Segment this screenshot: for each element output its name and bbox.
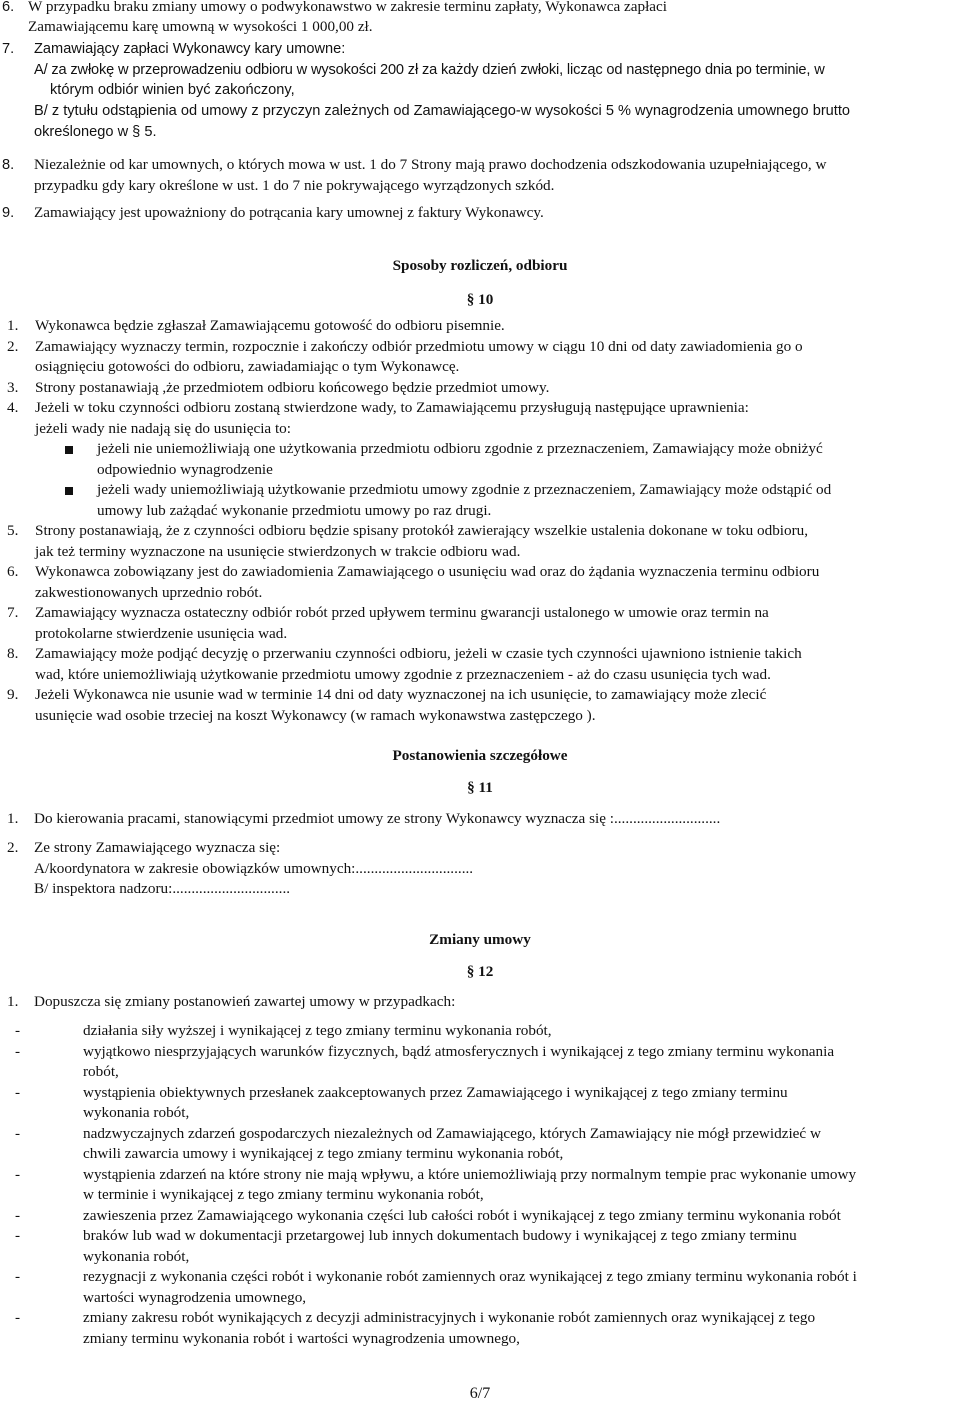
s12-item-line: wystąpienia obiektywnych przesłanek zaakceptowanych przez Zamawiającego i wynikającej z tego zmiany terminu: [83, 1083, 788, 1101]
section-10-number: § 10: [466, 291, 494, 308]
s10-clause-7-line: protokolarne stwierdzenie usunięcia wad.: [35, 624, 288, 642]
s10-clause-5-line: Strony postanawiają, że z czynności odbioru będzie spisany protokół zawierający wszelkie ustalenia dokonane w toku odbioru,: [35, 522, 809, 539]
s10-clause-6-number: 6.: [7, 563, 19, 580]
clause-6: [0, 0, 960, 37]
s10-clause-6-line: zakwestionowanych uprzednio robót.: [35, 583, 263, 601]
s10-clause-7-line: Zamawiający wyznacza ostateczny odbiór robót przed upływem terminu gwarancji ustalonego w umowie oraz termin na: [35, 604, 769, 621]
s12-dash-marker: -: [15, 1124, 21, 1142]
s10-clause-8-line: Zamawiający może podjąć decyzję o przerwaniu czynności odbioru, jeżeli w czasie tych czynności ujawniono istnienie takich: [35, 645, 802, 662]
section-12-heading: Zmiany umowy: [429, 931, 531, 948]
clause-7-line-4: B/ z tytułu odstąpienia od umowy z przyczyn zależnych od Zamawiającego-w wysokości 5 % wynagrodzenia umownego brutto: [34, 103, 851, 119]
clause-9-number: 9.: [2, 205, 15, 221]
clause-8-number: 8.: [2, 157, 15, 173]
s12-clause-1-text: Dopuszcza się zmiany postanowień zawartej umowy w przypadkach:: [34, 993, 456, 1010]
clause-9-line-1: Zamawiający jest upoważniony do potrącania kary umownej z faktury Wykonawcy.: [34, 204, 544, 221]
s12-dash-marker: -: [15, 1042, 21, 1060]
s10-clause-4-number: 4.: [7, 399, 19, 416]
clause-7-line-3: którym odbiór winien być zakończony,: [50, 82, 295, 98]
s12-item-line: chwili zawarcia umowy i wynikającej z tego zmiany terminu wykonania robót,: [83, 1145, 564, 1162]
s12-dash-marker: -: [15, 1206, 21, 1224]
s10-clause-2-line: Zamawiający wyznaczy termin, rozpocznie i zakończy odbiór przedmiotu umowy w ciągu 10 dni od daty zawiadomienia go o: [35, 337, 803, 355]
s12-item-line: robót,: [83, 1063, 119, 1080]
s12-item-line: braków lub wad w dokumentacji przetargowej lub innych dokumentach budowy i wynikającej z tego zmiany terminu: [83, 1227, 797, 1244]
s10-clause-3-number: 3.: [7, 378, 19, 396]
s10-bullet-line: umowy lub zażądać wykonanie przedmiotu umowy po raz drugi.: [97, 501, 492, 519]
s10-clause-1-number: 1.: [7, 317, 19, 334]
s12-item-line: działania siły wyższej i wynikającej z tego zmiany terminu wykonania robót,: [83, 1022, 552, 1039]
s10-clause-9-line: Jeżeli Wykonawca nie usunie wad w terminie 14 dni od daty wyznaczonej na ich usunięcie, to zamawiający może zlecić: [35, 686, 767, 703]
s12-item-line: zmiany zakresu robót wynikających z decyzji administracyjnych i wykonanie robót zamiennych oraz wynikającej z tego: [83, 1309, 816, 1326]
s12-dash-marker: -: [15, 1227, 21, 1244]
s12-item-line: zawieszenia przez Zamawiającego wykonania części lub całości robót i wynikającej z tego zmiany terminu wykonania robót: [83, 1206, 841, 1224]
clause-8-line-2: przypadku gdy kary określone w ust. 1 do 7 nie pokrywającego wyrządzonych szkód.: [34, 177, 555, 194]
clause-7-line-5: określonego w § 5.: [34, 124, 157, 140]
s12-item-line: zmiany terminu wykonania robót i wartości wynagrodzenia umownego,: [83, 1329, 520, 1347]
clause-8-line-1: Niezależnie od kar umownych, o których mowa w ust. 1 do 7 Strony mają prawo dochodzenia odszkodowania uzupełniającego, w: [34, 156, 827, 173]
s12-dash-marker: -: [15, 1268, 21, 1285]
clause-6-number: 6.: [2, 0, 15, 15]
s12-dash-marker: -: [15, 1309, 21, 1326]
s12-item-line: wykonania robót,: [83, 1247, 190, 1265]
s10-clause-3-line: Strony postanawiają ,że przedmiotem odbioru końcowego będzie przedmiot umowy.: [35, 378, 550, 396]
section-10-heading: Sposoby rozliczeń, odbioru: [392, 257, 568, 274]
s10-bullet-line: odpowiednio wynagrodzenie: [97, 460, 273, 478]
s10-clause-1-line: Wykonawca będzie zgłaszał Zamawiającemu gotowość do odbioru pisemnie.: [35, 317, 505, 334]
s11-clause-2-line-1: Ze strony Zamawiającego wyznacza się:: [34, 839, 281, 856]
section-12-number: § 12: [466, 963, 494, 980]
s10-clause-9-number: 9.: [7, 686, 19, 703]
s12-item-line: wartości wynagrodzenia umownego,: [83, 1288, 307, 1306]
s12-item-line: wystąpienia zdarzeń na które strony nie mają wpływu, a które uniemożliwiają przy normalnym tempie prac wykonanie umowy: [83, 1165, 857, 1183]
s11-clause-1-text: Do kierowania pracami, stanowiącymi przedmiot umowy ze strony Wykonawcy wyznacza się :............................: [34, 810, 721, 827]
clause-7-number: 7.: [2, 41, 15, 57]
s11-clause-2-line-2: A/koordynatora w zakresie obowiązków umownych:...............................: [34, 860, 474, 877]
s12-clause-1-number: 1.: [7, 993, 19, 1010]
s10-clause-8-line: wad, które uniemożliwiają użytkowanie przedmiotu umowy zgodnie z przeznaczeniem - aż do czasu usunięcia tych wad.: [35, 665, 771, 683]
square-bullet-icon: [65, 487, 73, 495]
s10-clause-7-number: 7.: [7, 604, 19, 621]
s10-clause-6-line: Wykonawca zobowiązany jest do zawiadomienia Zamawiającego o usunięciu wad oraz do żądania wyznaczenia terminu odbioru: [35, 563, 820, 580]
s10-clause-5-line: jak też terminy wyznaczone na usunięcie stwierdzonych w trakcie odbioru wad.: [35, 542, 521, 560]
page-number: 6/7: [469, 1385, 491, 1402]
s11-clause-1-number: 1.: [7, 810, 19, 827]
s12-item-line: w terminie i wynikającej z tego zmiany terminu wykonania robót,: [83, 1186, 484, 1203]
s12-item-line: wykonania robót,: [83, 1104, 190, 1121]
s10-clause-2-number: 2.: [7, 337, 19, 355]
s11-clause-2-number: 2.: [7, 839, 19, 856]
s11-clause-2-line-3: B/ inspektora nadzoru:...............................: [34, 880, 291, 897]
clause-6-line-1: W przypadku braku zmiany umowy o podwykonawstwo w zakresie terminu zapłaty, Wykonawca zapłaci: [28, 0, 668, 15]
s10-bullet-line: jeżeli wady uniemożliwiają użytkowanie przedmiotu umowy zgodnie z przeznaczeniem, Zamawiający może odstąpić od: [97, 481, 832, 498]
s12-item-line: nadzwyczajnych zdarzeń gospodarczych niezależnych od Zamawiającego, których Zamawiający nie mógł przewidzieć w: [83, 1124, 821, 1142]
section-11-heading: Postanowienia szczegółowe: [392, 747, 568, 764]
s12-dash-marker: -: [15, 1083, 21, 1101]
s12-item-line: rezygnacji z wykonania części robót i wykonanie robót zamiennych oraz wynikającej z tego zmiany terminu wykonania robót i: [83, 1268, 857, 1285]
s12-dash-marker: -: [15, 1022, 21, 1039]
s10-clause-4-line: jeżeli wady nie nadają się do usunięcia to:: [35, 419, 291, 437]
s10-clause-4-line: Jeżeli w toku czynności odbioru zostaną stwierdzone wady, to Zamawiającemu przysługują następujące uprawnienia:: [35, 399, 749, 416]
s10-clause-9-line: usunięcie wad osobie trzeciej na koszt Wykonawcy (w ramach wykonawstwa zastępczego ).: [35, 706, 596, 724]
s12-dash-marker: -: [15, 1165, 21, 1183]
clause-7-line-1: Zamawiający zapłaci Wykonawcy kary umowne:: [34, 41, 346, 57]
s12-item-line: wyjątkowo niesprzyjających warunków fizycznych, bądź atmosferycznych i wynikającej z tego zmiany terminu wykonania: [83, 1042, 835, 1060]
s10-clause-2-line: osiągnięciu gotowości do odbioru, zawiadamiając o tym Wykonawcę.: [35, 358, 460, 375]
section-11-number: § 11: [467, 779, 493, 796]
s10-clause-5-number: 5.: [7, 522, 19, 539]
square-bullet-icon: [65, 446, 73, 454]
clause-6-line-2: Zamawiającemu karę umowną w wysokości 1 000,00 zł.: [28, 18, 373, 35]
clause-7-line-2: A/ za zwłokę w przeprowadzeniu odbioru w wysokości 200 zł za każdy dzień zwłoki, licząc od następnego dnia po terminie, w: [34, 62, 825, 78]
s10-bullet-line: jeżeli nie uniemożliwiają one użytkowania przedmiotu odbioru zgodnie z przeznaczeniem, Zamawiający może obniżyć: [97, 440, 823, 457]
s10-clause-8-number: 8.: [7, 645, 19, 662]
